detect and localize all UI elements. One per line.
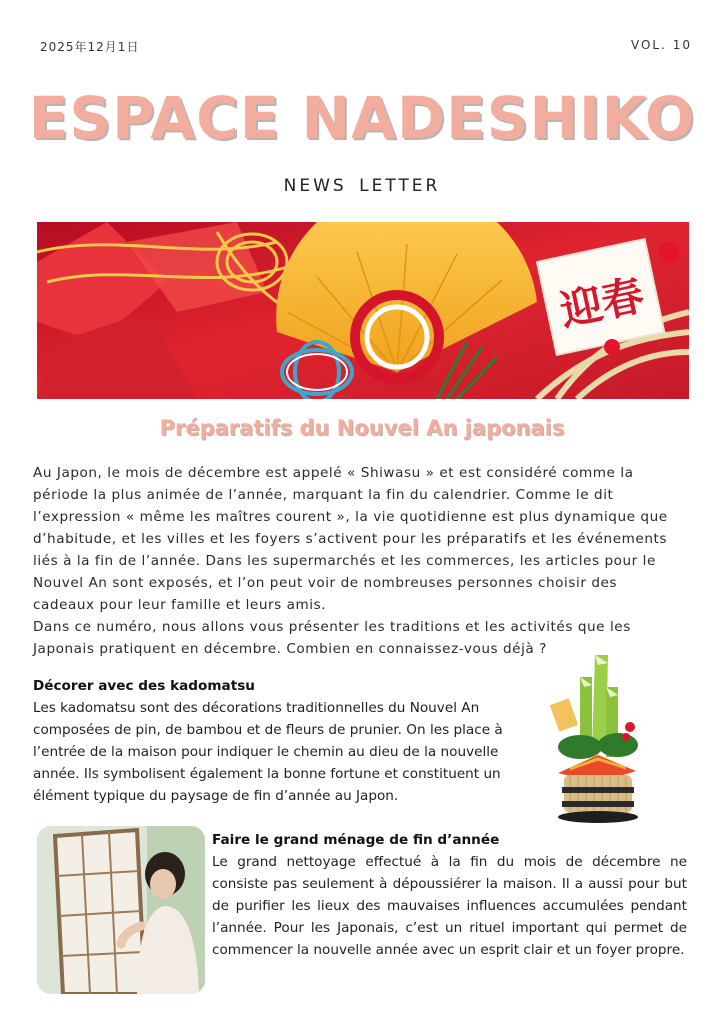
volume-number: VOL. 10 (630, 38, 692, 52)
intro-paragraph-1: Au Japon, le mois de décembre est appelé « Shiwasu » et est considéré comme la période la plus animée de l’année, marquant la fin du calendrier. Comme le dit l’expression « même les maîtres courent », la vie quotidienne est plus dynamique que d’habitude, et les villes et les foyers s’activent pour les préparatifs et les événements liés à la fin de l’année. Dans les supermarchés et les commerces, les articles pour le Nouvel An sont exposés, et l’on peut voir de nombreuses personnes choisir des cadeaux pour leur famille et leurs amis. (33, 465, 668, 613)
issue-date: 2025年12月1日 (40, 40, 140, 54)
kadomatsu-photo (540, 655, 650, 825)
newsletter-subtitle: NEWS LETTER (283, 176, 441, 196)
cleaning-shoji-photo (37, 826, 205, 994)
banner-sign-text: 迎春 (555, 270, 649, 336)
newsletter-title: ESPACE NADESHIKO (28, 84, 696, 152)
kadomatsu-title: Décorer avec des kadomatsu (33, 678, 255, 694)
cleaning-section (212, 829, 687, 961)
intro-text (33, 462, 683, 660)
intro-paragraph-2: Dans ce numéro, nous allons vous présenter les traditions et les activités que les Japonais pratiquent en décembre. Combien en connaissez-vous déjà ? (33, 619, 631, 657)
cleaning-title: Faire le grand ménage de fin d’année (212, 832, 500, 848)
main-article-title: Préparatifs du Nouvel An japonais (159, 416, 565, 440)
new-year-decorations-photo (37, 222, 689, 399)
cleaning-body: Le grand nettoyage effectué à la fin du mois de décembre ne consiste pas seulement à dépoussiérer la maison. Il a aussi pour but de purifier les lieux des mauvaises influences accumulées pendant l’année. Pour les Japonais, c’est un rituel important qui permet de commencer la nouvelle année avec un esprit clair et un foyer propre. (212, 854, 687, 958)
kadomatsu-section (33, 675, 503, 807)
kadomatsu-body: Les kadomatsu sont des décorations traditionnelles du Nouvel An composées de pin, de bambou et de fleurs de prunier. On les place à l’entrée de la maison pour indiquer le chemin au dieu de la nouvelle année. Ils symbolisent également la bonne fortune et constituent un élément typique du paysage de fin d’année au Japon. (33, 700, 503, 804)
